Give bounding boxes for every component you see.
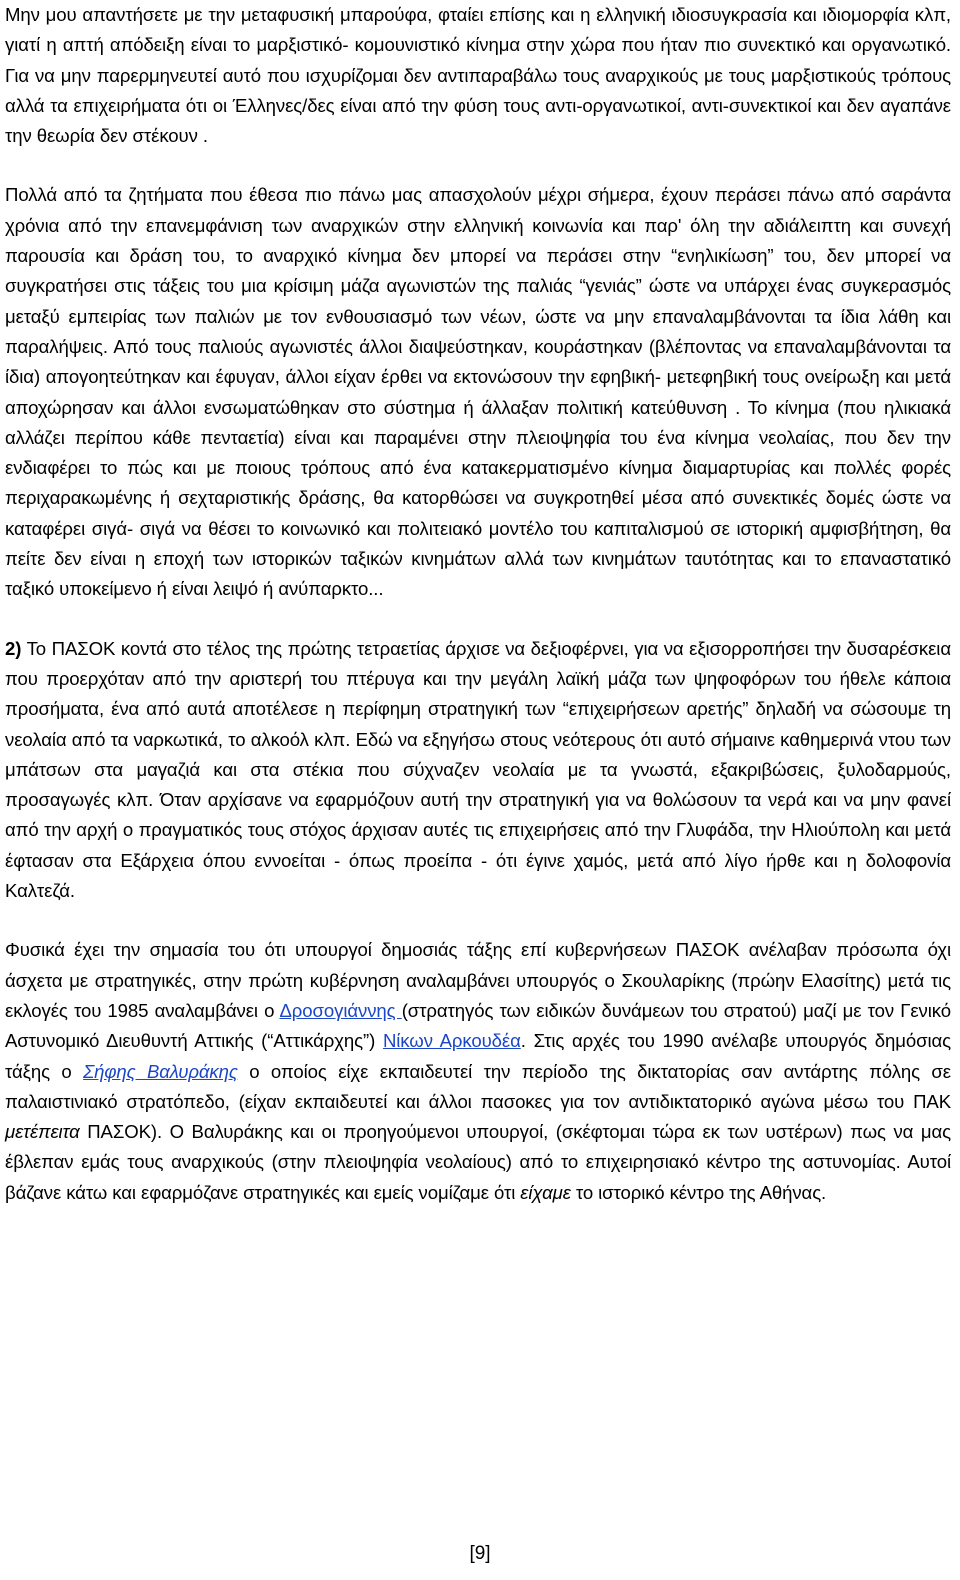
paragraph-4-text-6: το ιστορικό κέντρο της Αθήνας.	[570, 1181, 827, 1203]
paragraph-4-text-4: ο οποίος είχε εκπαιδευτεί την περίοδο της δικτατορίας σαν αντάρτης πόλης σε παλαιστινιακό στρατόπεδο, (είχαν εκπαιδευτεί και άλλοι πασοκες για τον αντιδικτατορικό αγώνα μέσω του ΠΑΚ	[5, 1060, 951, 1112]
page-number: [9]	[469, 1543, 491, 1564]
link-drosogiannis[interactable]: Δροσογιάννης	[279, 999, 402, 1021]
emphasis-metepeita: μετέπειτα	[5, 1121, 80, 1143]
link-sifis-valyrakis[interactable]: Σήφης Βαλυράκης	[83, 1060, 238, 1082]
emphasis-eichame: είχαμε	[520, 1181, 571, 1203]
paragraph-2: Πολλά από τα ζητήματα που έθεσα πιο πάνω μας απασχολούν μέχρι σήμερα, έχουν περάσει πάνω από σαράντα χρόνια από την επανεμφάνιση των αναρχικών στην ελληνική κοινωνία και παρ' όλη την αδιάλειπτη και συνεχή παρουσία και δράση του, το αναρχικό κίνημα δεν μπορεί να περάσει στην “ενηλικίωση” του, δεν μπορεί να συγκρατήσει στις τάξεις του μια κρίσιμη μάζα αγωνιστών της παλιάς “γενιάς” ώστε να υπάρχει ένας συγκερασμός μεταξύ εμπειρίας των παλιών με τον ενθουσιασμό των νέων, ώστε να μην επαναλαμβάνονται τα ίδια λάθη και παραλήψεις. Από τους παλιούς αγωνιστές άλλοι διαψεύστηκαν, κουράστηκαν (βλέποντας να επαναλαμβάνονται τα ίδια) απογοητεύτηκαν και έφυγαν, άλλοι είχαν έρθει να εκτονώσουν την εφηβική- μετεφηβική τους ονείρωξη και μετά αποχώρησαν και άλλοι ενσωματώθηκαν στο σύστημα ή άλλαξαν πολιτική κατεύθυνση . Το κίνημα (που ηλικιακά αλλάζει περίπου κάθε πενταετία) είναι και παραμένει στην πλειοψηφία του ένα κίνημα νεολαίας, που δεν την ενδιαφέρει το πώς και με ποιους τρόπους από ένα κατακερματισμένο κίνημα διαμαρτυρίας και πολλές φορές περιχαρακωμένης ή σεχταριστικής δράσης, θα κατορθώσει να συγκροτηθεί μέσα από συνεκτικές δομές ώστε να καταφέρει σιγά- σιγά να θέσει το κοινωνικό και πολιτειακό μοντέλο του καπιταλισμού σε ιστορική αμφισβήτηση, θα πείτε δεν είναι η εποχή των ιστορικών ταξικών κινημάτων αλλά των κινημάτων ταυτότητας και το επαναστατικό ταξικό υποκείμενο ή είναι λειψό ή ανύπαρκτο...	[5, 184, 951, 600]
paragraph-3	[5, 634, 951, 907]
paragraph-3-text: Το ΠΑΣΟΚ κοντά στο τέλος της πρώτης τετραετίας άρχισε να δεξιοφέρνει, για να εξισορροπήσει την δυσαρέσκεια που προερχόταν από την αριστερή του πτέρυγα και την μεγάλη λαϊκή μάζα των ψηφοφόρων του ήθελε κάποια προσήματα, ένα από αυτά αποτέλεσε η περίφημη στρατηγική των “επιχειρήσεων αρετής” δηλαδή να σώσουμε τη νεολαία από τα ναρκωτικά, το αλκοόλ κλπ. Εδώ να εξηγήσω στους νεότερους ότι αυτό σήμαινε καθημερινά ντου των μπάτσων στα μαγαζιά και στα στέκια που σύχναζεν νεολαία με τα γνωστά, εξακριβώσεις, ξυλοδαρμούς, προσαγωγές κλπ. Όταν αρχίσανε να εφαρμόζουν αυτή την στρατηγική για να θολώσουν τα νερά και να μην φανεί από την αρχή ο πραγματικός τους στόχος άρχισαν αυτές τις επιχειρήσεις από την Γλυφάδα, την Ηλιούπολη και μετά έφτασαν στα Εξάρχεια όπου εννοείται - όπως προείπα - ότι έγινε χαμός, μετά από λίγο ήρθε και η δολοφονία Καλτεζά.	[5, 637, 951, 902]
paragraph-4-text-5: ΠΑΣΟΚ). Ο Βαλυράκης και οι προηγούμενοι υπουργοί, (σκέφτομαι τώρα εκ των υστέρων) πως να μας έβλεπαν εμάς τους αναρχικούς (στην πλειοψηφία νεολαίους) από το επιχειρησιακό κέντρο της αστυνομίας. Αυτοί βάζανε κάτω και εφαρμόζανε στρατηγικές και εμείς νομίζαμε ότι	[5, 1121, 951, 1203]
document-page	[5, 0, 951, 1208]
paragraph-4-text-2: (στρατηγός των ειδικών δυνάμεων του στρατού) μαζί με τον Γενικό Αστυνομικό Διευθυντή Αττικής (“Αττικάρχης”)	[5, 999, 951, 1052]
paragraph-4-text-3: . Στις αρχές του 1990 ανέλαβε υπουργός δημόσιας τάξης ο	[5, 1030, 951, 1082]
paragraph-1: Μην μου απαντήσετε με την μεταφυσική μπαρούφα, φταίει επίσης και η ελληνική ιδιοσυγκρασία και ιδιομορφία κλπ, γιατί η απτή απόδειξη είναι το μαρξιστικό- κομουνιστικό κίνημα στην χώρα που ήταν πιο συνεκτικό και οργανωτικό. Για να μην παρερμηνευτεί αυτό που ισχυρίζομαι δεν αντιπαραβάλω τους αναρχικούς με τους μαρξιστικούς τρόπους αλλά τα επιχειρήματα ότι οι Έλληνες/δες είναι από την φύση τους αντι-οργανωτικοί, αντι-συνεκτικοί και δεν αγαπάνε την θεωρία δεν στέκουν .	[5, 4, 951, 147]
paragraph-4-text-1: Φυσικά έχει την σημασία του ότι υπουργοί δημοσιάς τάξης επί κυβερνήσεων ΠΑΣΟΚ ανέλαβαν πρόσωπα όχι άσχετα με στρατηγικές, στην πρώτη κυβέρνηση αναλαμβάνει υπουργός ο Σκουλαρίκης (πρώην Ελασίτης) μετά τις εκλογές του 1985 αναλαμβάνει ο	[5, 939, 951, 1021]
link-nikon-arkoudeas[interactable]: Νίκων Αρκουδέα	[382, 1030, 521, 1052]
section-number: 2)	[5, 637, 22, 659]
paragraph-4	[5, 935, 951, 1208]
